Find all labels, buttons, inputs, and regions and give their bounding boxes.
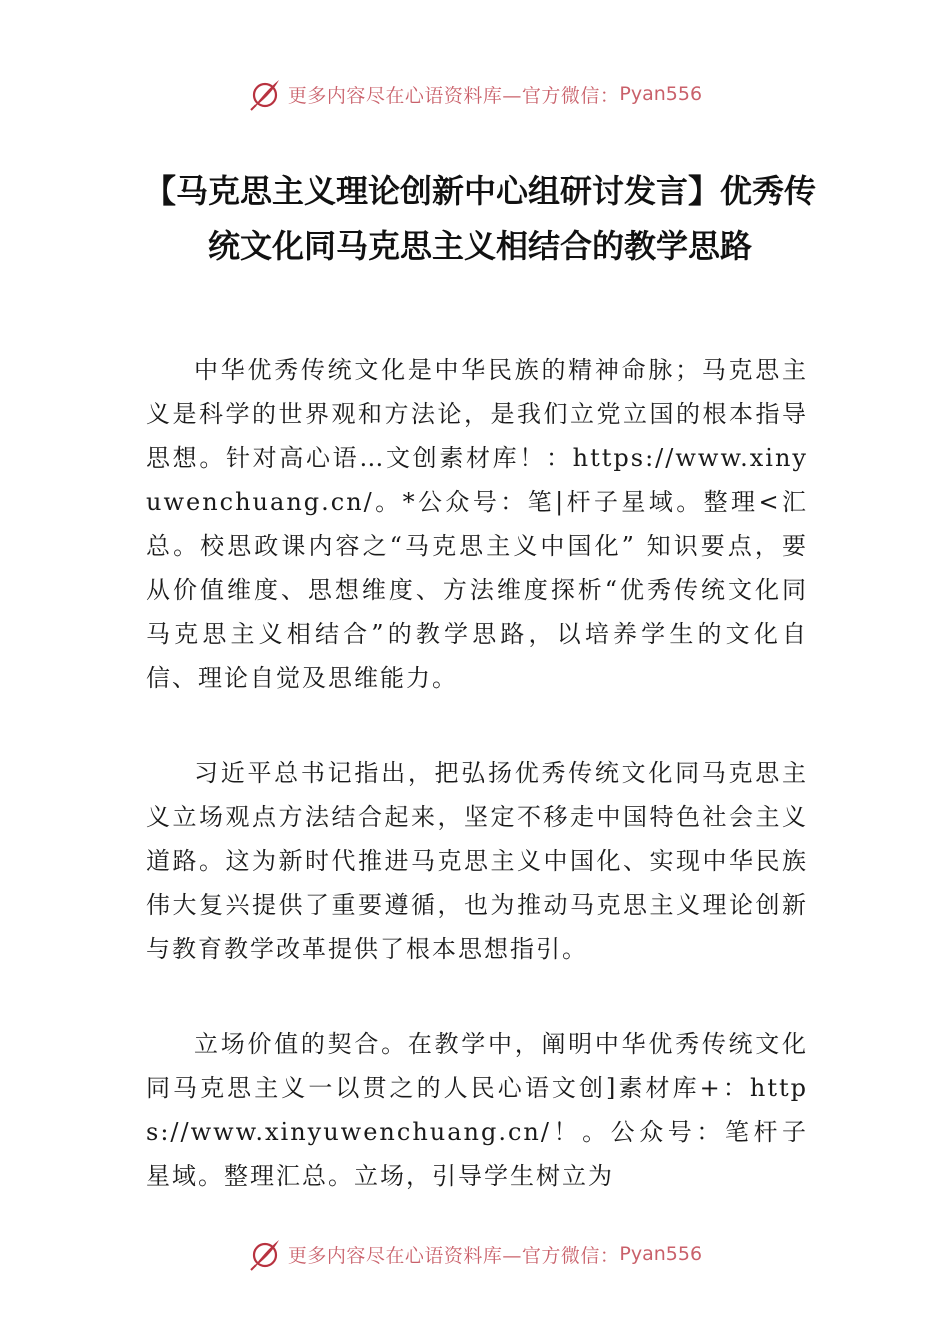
footer-watermark-text: 更多内容尽在心语资料库—官方微信： [287, 1244, 620, 1267]
paragraph-1: 中华优秀传统文化是中华民族的精神命脉；马克思主义是科学的世界观和方法论，是我们立党立国的根本指导思想。针对高心语…文创素材库！：https://www.xinyuwenchuang.cn/。*公众号：笔|杆子星域。整理<汇总。校思政课内容之“马克思主义中国化” 知识要点，要从价值维度、思想维度、方法维度探析“优秀传统文化同马克思主义相结合”的教学思路，以培养学生的文化自信、理论自觉及思维能力。 [146, 356, 808, 692]
paragraph-3: 立场价值的契合。在教学中，阐明中华优秀传统文化同马克思主义一以贯之的人民心语文创]素材库+：https://www.xinyuwenchuang.cn/！。公众号：笔杆子星域。整理汇总。立场，引导学生树立为 [146, 1030, 808, 1190]
document-body [146, 348, 808, 1249]
quill-logo-icon [248, 77, 282, 111]
footer-watermark [0, 1232, 950, 1276]
header-watermark-wechat: Pyan556 [619, 83, 703, 105]
header-watermark-text: 更多内容尽在心语资料库—官方微信： [287, 84, 620, 107]
document-title: 【马克思主义理论创新中心组研讨发言】优秀传统文化同马克思主义相结合的教学思路 [143, 172, 816, 265]
footer-watermark-wechat: Pyan556 [619, 1243, 703, 1265]
paragraph-2: 习近平总书记指出，把弘扬优秀传统文化同马克思主义立场观点方法结合起来，坚定不移走中国特色社会主义道路。这为新时代推进马克思主义中国化、实现中华民族伟大复兴提供了重要遵循，也为推动马克思主义理论创新与教育教学改革提供了根本思想指引。 [146, 759, 808, 963]
quill-logo-icon [248, 1237, 282, 1271]
header-watermark [0, 72, 950, 116]
